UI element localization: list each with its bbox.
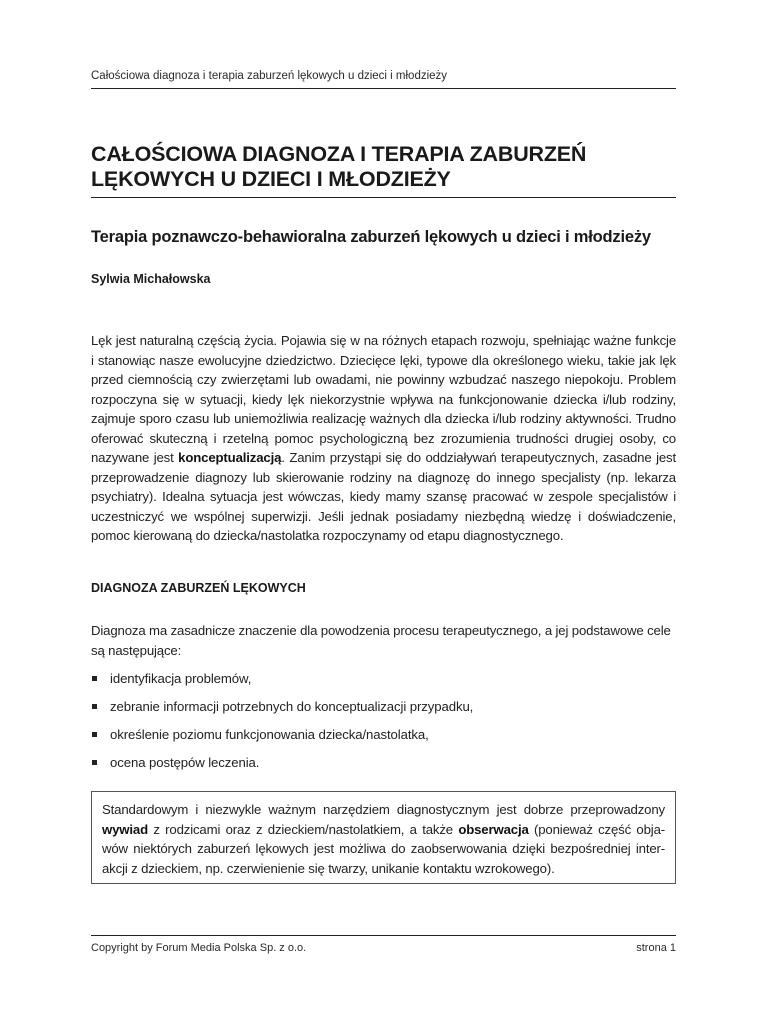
- callout-box: [91, 791, 676, 884]
- callout-emphasis-observation: obserwacja: [458, 821, 529, 837]
- list-item: [91, 669, 676, 697]
- intro-text-end: . Zanim przystąpi się do oddziaływań terapeutycznych, zasadne jest przeprowadzenie diagnozy lub skierowanie rodziny na diagnozę do innego specjalisty (np. lekarza psychiatry). Idealna sytuacja jest wówczas, kiedy mamy szansę pracować w zespole specjalistów i uczestniczyć we wspólnej superwizji. Jeśli jednak posiadamy niezbędną wiedzę i doświadczenie, pomoc kierowaną do dziecka/nastolatka rozpoczynamy od etapu diagnostycznego.: [91, 450, 676, 543]
- section-heading: DIAGNOZA ZABURZEŃ LĘKOWYCH: [91, 581, 306, 595]
- intro-paragraph: [91, 331, 676, 546]
- author-name: Sylwia Michałowska: [91, 272, 211, 286]
- square-bullet-icon: [92, 676, 97, 681]
- intro-text-start: Lęk jest naturalną częścią życia. Pojawia się w na różnych etapach rozwoju, spełniając ważne funkcje i stanowiąc nasze ewolucyjne dziedzictwo. Dziecięce lęki, typowe dla określonego wieku, takie jak lęk przed ciemnością czy zwierzętami lub owadami, nie powinny wzbudzać naszego niepokoju. Problem rozpoczyna się w sytuacji, kiedy lęk niekorzystnie wpływa na funkcjonowanie dziecka i/lub rodziny, zajmuje sporo czasu lub uniemożliwia realizację ważnych dla dziecka i/lub rodziny aktywności. Trudno oferować skuteczną i rzetelną pomoc psychologiczną bez zrozumienia trudności drugiej osoby, co nazywane jest: [91, 333, 676, 465]
- intro-emphasis-term: konceptualizacją: [178, 450, 282, 465]
- square-bullet-icon: [92, 704, 97, 709]
- callout-text-2: z rodzicami oraz z dzieckiem/nastolatkiem, a także: [148, 821, 459, 837]
- article-title-line-2: LĘKOWYCH U DZIECI I MŁODZIEŻY: [91, 167, 451, 191]
- list-item-text: identyfikacja problemów,: [110, 671, 252, 686]
- square-bullet-icon: [92, 732, 97, 737]
- square-bullet-icon: [92, 760, 97, 765]
- document-page: [91, 0, 676, 1024]
- callout-text-3: (ponieważ część obja-wów niektórych zaburzeń lękowych jest możliwa do zaobserwowania dzięki bezpośredniej inter-akcji z dzieckiem, np. czerwienienie się twarzy, unikanie kontaktu wzrokowego).: [102, 821, 665, 876]
- running-header: Całościowa diagnoza i terapia zaburzeń lękowych u dzieci i młodzieży: [91, 70, 448, 82]
- footer-copyright: Copyright by Forum Media Polska Sp. z o.o.: [91, 942, 307, 954]
- list-item: [91, 753, 676, 781]
- page-number: strona 1: [636, 942, 676, 954]
- goals-list: [91, 669, 676, 781]
- list-item-text: określenie poziomu funkcjonowania dziecka/nastolatka,: [110, 727, 429, 742]
- list-item-text: zebranie informacji potrzebnych do konceptualizacji przypadku,: [110, 699, 474, 714]
- footer-divider: [91, 935, 676, 936]
- header-divider: [91, 88, 676, 89]
- article-subtitle: Terapia poznawczo-behawioralna zaburzeń lękowych u dzieci i młodzieży: [91, 228, 651, 246]
- article-title: [91, 142, 676, 192]
- section-intro-paragraph: Diagnoza ma zasadnicze znaczenie dla powodzenia procesu terapeutycznego, a jej podstawowe cele są następujące:: [91, 623, 671, 658]
- list-item: [91, 697, 676, 725]
- callout-text-1: Standardowym i niezwykle ważnym narzędziem diagnostycznym jest dobrze przeprowadzony: [102, 802, 665, 817]
- list-item-text: ocena postępów leczenia.: [110, 755, 260, 770]
- article-title-line-1: CAŁOŚCIOWA DIAGNOZA I TERAPIA ZABURZEŃ: [91, 142, 587, 166]
- callout-emphasis-interview: wywiad: [102, 821, 149, 837]
- title-divider: [91, 197, 676, 198]
- list-item: [91, 725, 676, 753]
